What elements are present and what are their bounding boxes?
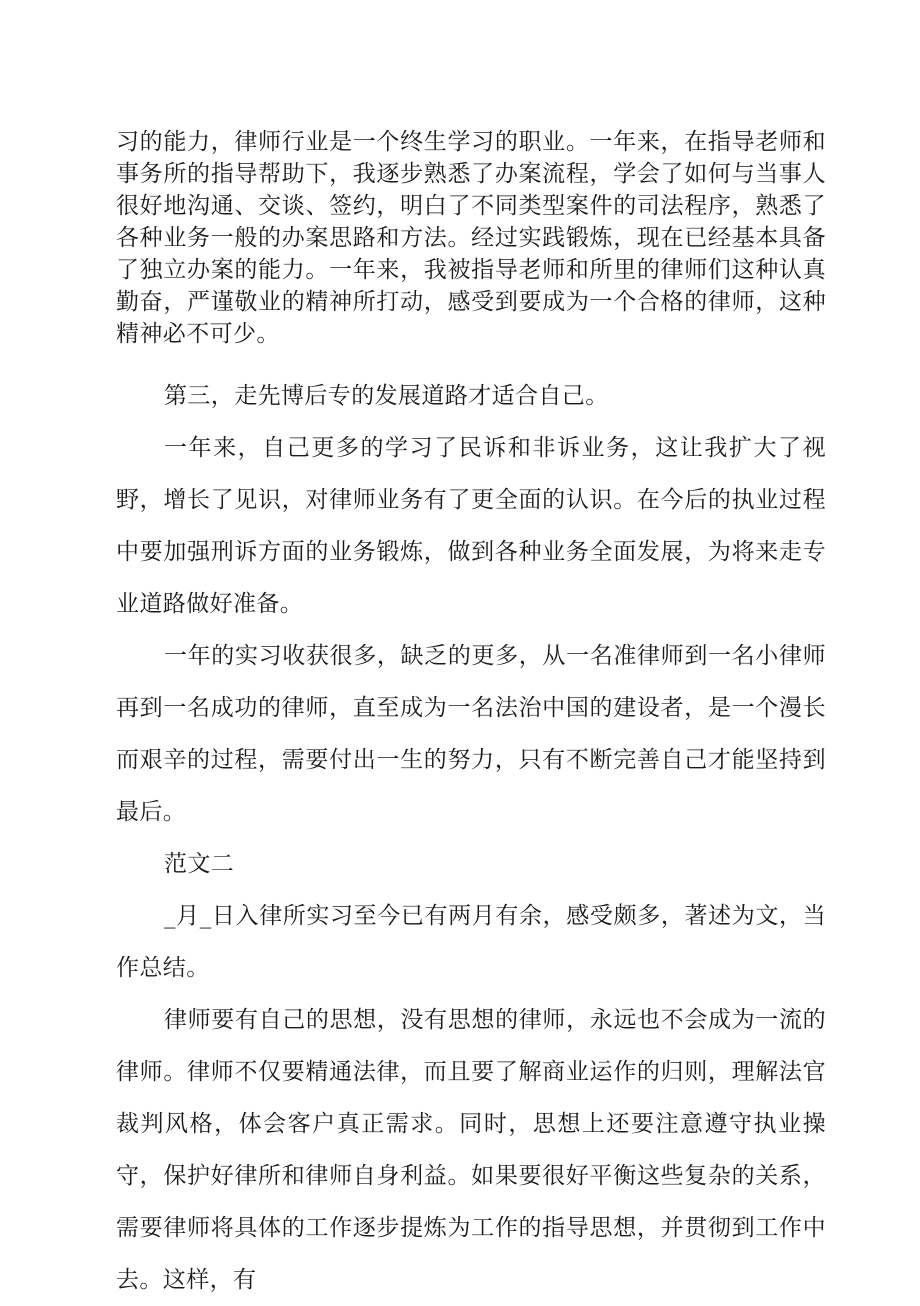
paragraph-lawyer-thought: 律师要有自己的思想，没有思想的律师，永远也不会成为一流的律师。律师不仅要精通法律，而且要了解商业运作的归则，理解法官裁判风格，体会客户真正需求。同时，思想上还要注意遵守执业操守，保护好律所和律师自身利益。如果要很好平衡这些复杂的关系，需要律师将具体的工作逐步提炼为工作的指导思想，并贯彻到工作中去。这样，有	[116, 1007, 826, 1293]
document-body	[116, 126, 826, 1306]
paragraph-intro-two: _月_日入律所实习至今已有两月有余，感受颇多，著述为文，当作总结。	[116, 903, 826, 981]
sample-title-two: 范文二	[164, 851, 235, 877]
paragraph-continued: 习的能力，律师行业是一个终生学习的职业。一年来，在指导老师和事务所的指导帮助下，我逐步熟悉了办案流程，学会了如何与当事人很好地沟通、交谈、签约，明白了不同类型案件的司法程序，熟悉了各种业务一般的办案思路和方法。经过实践锻炼，现在已经基本具备了独立办案的能力。一年来，我被指导老师和所里的律师们这种认真勤奋，严谨敬业的精神所打动，感受到要成为一个合格的律师，这种精神必不可少。	[116, 129, 826, 347]
section-heading-third: 第三，走先博后专的发展道路才适合自己。	[164, 383, 609, 409]
paragraph-conclusion: 一年的实习收获很多，缺乏的更多，从一名准律师到一名小律师再到一名成功的律师，直至成为一名法治中国的建设者，是一个漫长而艰辛的过程，需要付出一生的努力，只有不断完善自己才能坚持到最后。	[116, 643, 826, 825]
paragraph-experience: 一年来，自己更多的学习了民诉和非诉业务，这让我扩大了视野，增长了见识，对律师业务有了更全面的认识。在今后的执业过程中要加强刑诉方面的业务锻炼，做到各种业务全面发展，为将来走专业道路做好准备。	[116, 435, 826, 617]
